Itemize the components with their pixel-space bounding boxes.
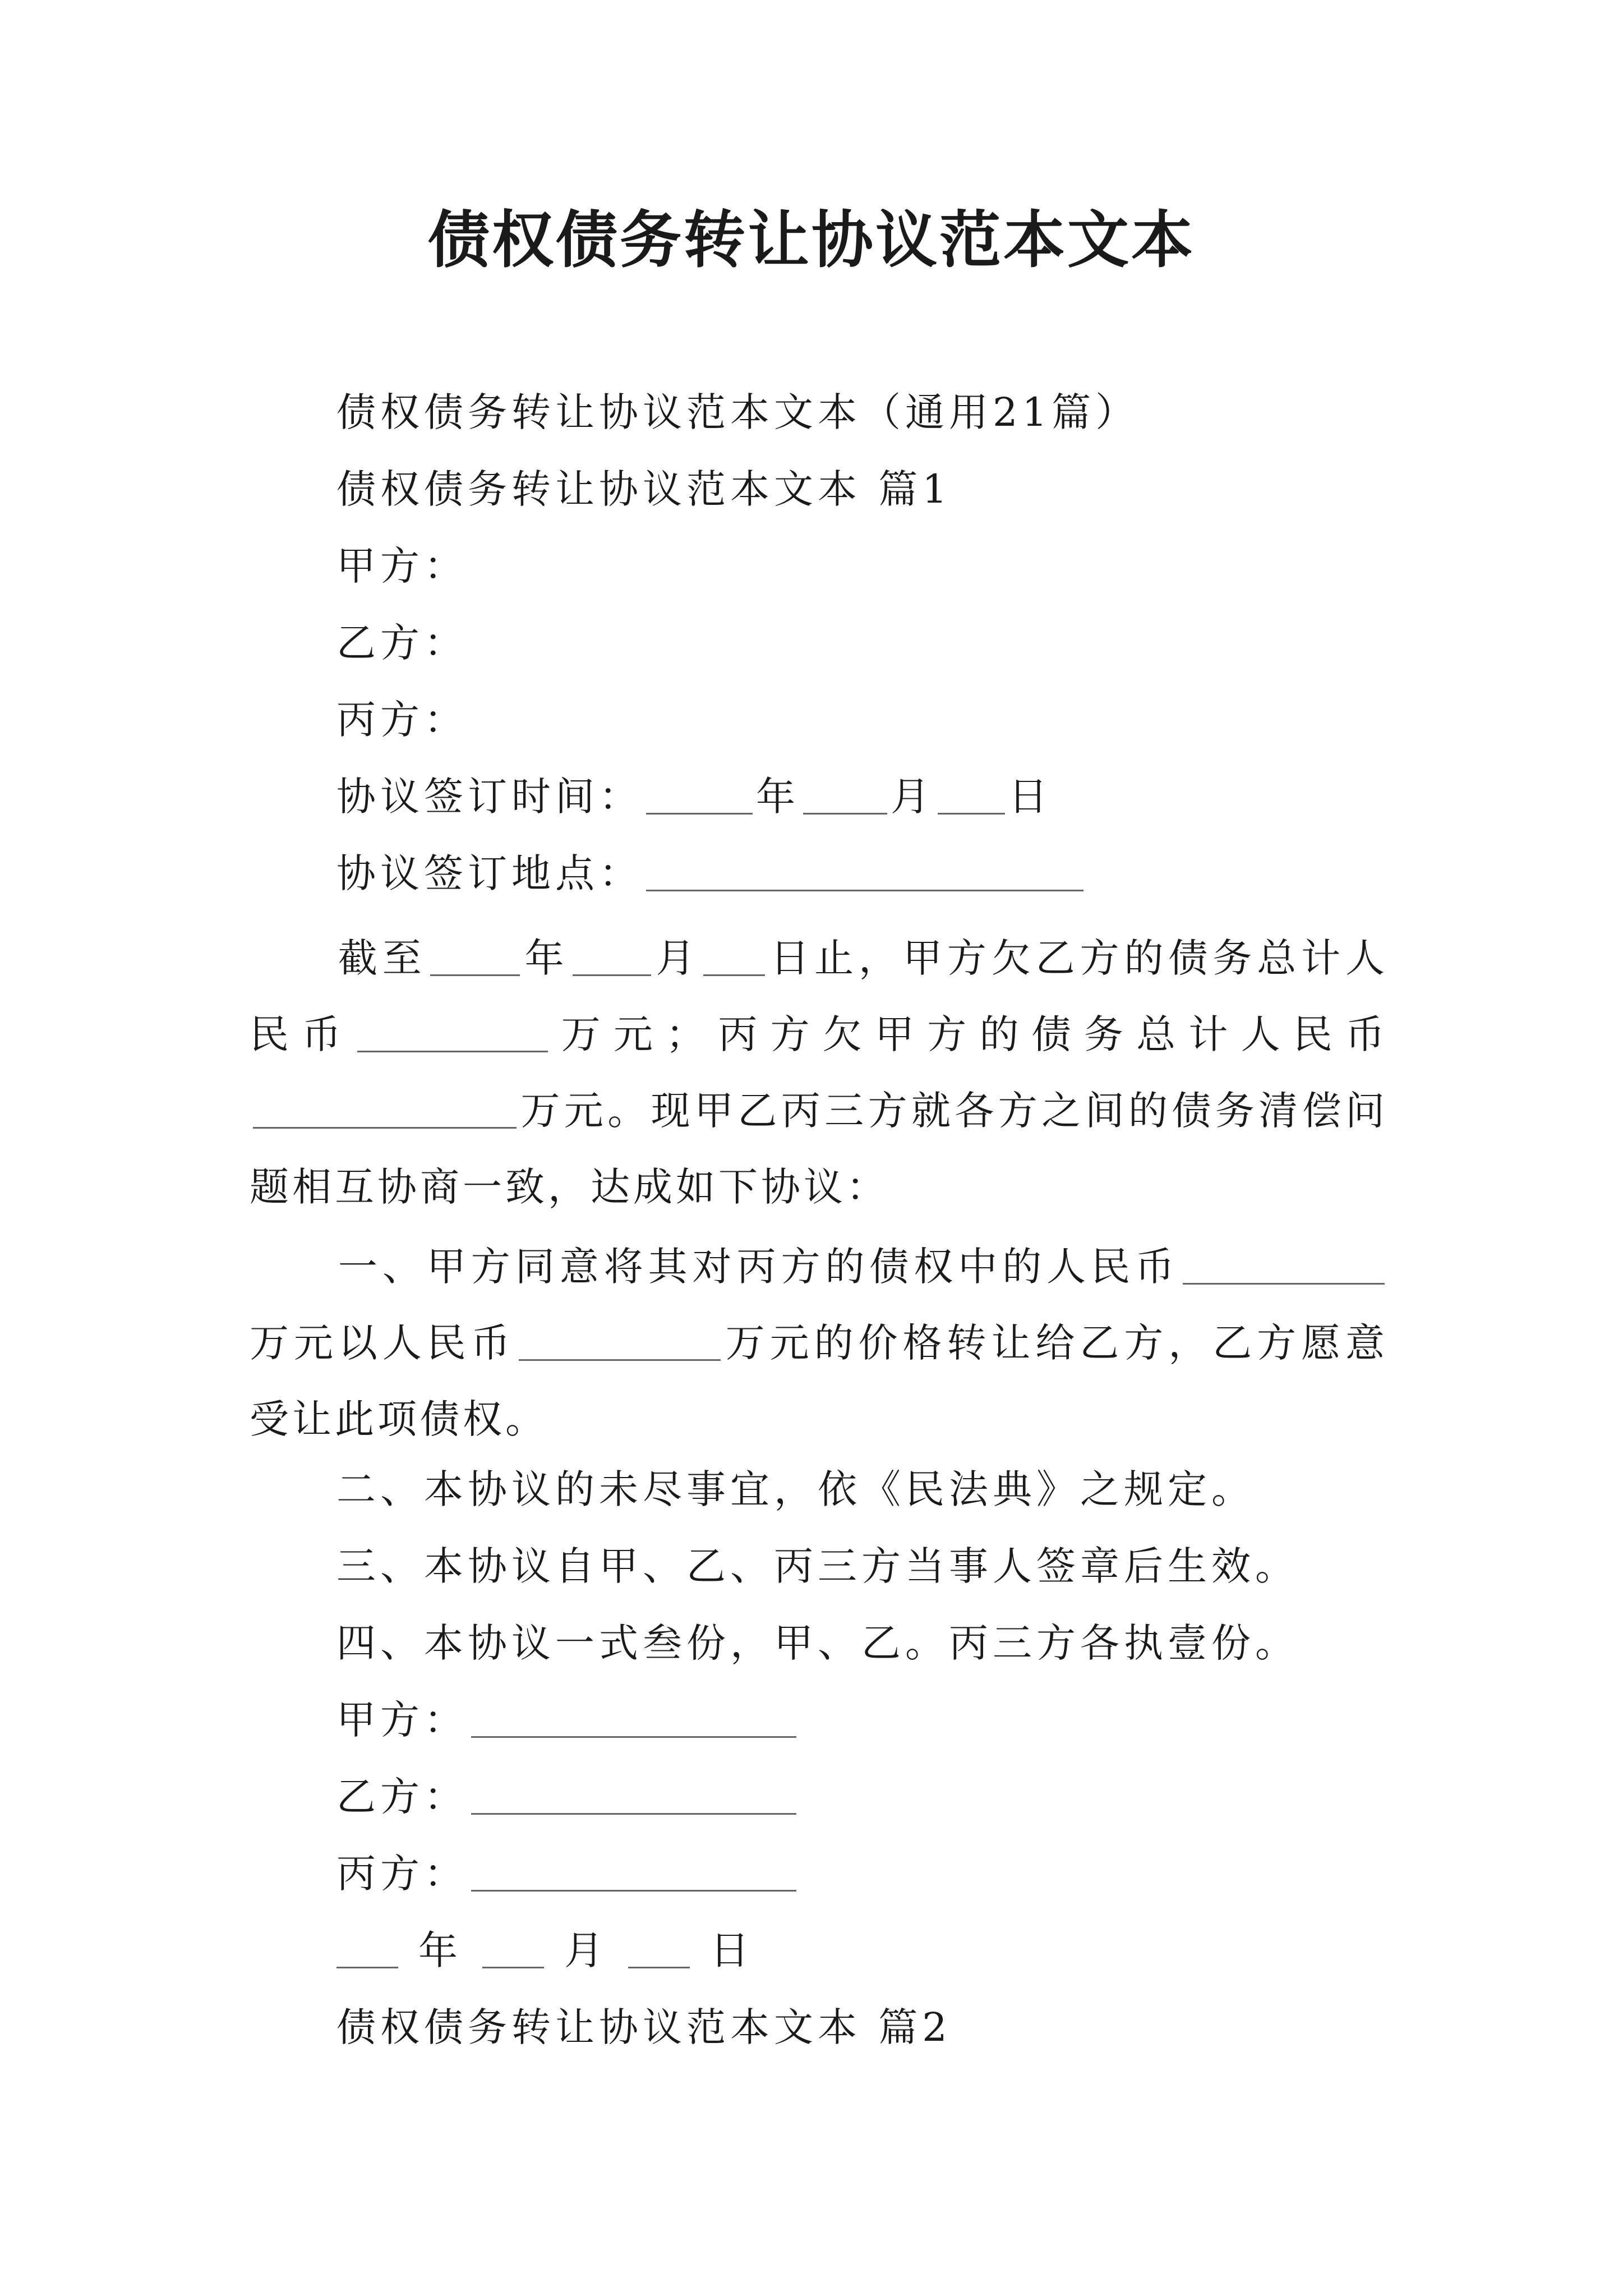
blank-place	[646, 850, 1083, 891]
sign-time-row	[336, 771, 1052, 822]
blank-month	[482, 1927, 544, 1968]
blank-day	[628, 1927, 690, 1968]
sign-time-label: 协议签订时间：	[336, 774, 643, 820]
section-heading-1: 债权债务转让协议范本文本 篇1	[336, 466, 952, 512]
signature-b-blank	[471, 1774, 796, 1815]
signature-b-label: 乙方：	[336, 1774, 468, 1820]
blank-day	[938, 774, 1005, 815]
signature-c-row	[336, 1848, 800, 1899]
signature-a-row	[336, 1695, 800, 1745]
debt-statement-paragraph: 截至 年 月 日止，甲方欠乙方的债务总计人民币 万元；丙方欠甲方的债务总计人民币万元。现甲乙丙三方就各方之间的债务清偿问题相互协商一致，达成如下协议：	[250, 935, 1389, 1210]
year-label: 年	[418, 1927, 462, 1973]
sign-place-row	[336, 848, 1087, 899]
blank-amount-1	[357, 1011, 548, 1052]
blank-year	[430, 935, 520, 976]
blank-day	[703, 935, 765, 976]
party-a-label: 甲方：	[336, 543, 468, 589]
signature-c-label: 丙方：	[336, 1851, 468, 1897]
clause-4: 四、本协议一式叁份，甲、乙。丙三方各执壹份。	[336, 1620, 1299, 1666]
blank-month	[803, 774, 887, 815]
signature-b-row	[336, 1772, 800, 1822]
blank-amount-3	[1183, 1244, 1385, 1285]
year-label: 年	[756, 774, 800, 820]
section-heading-2: 债权债务转让协议范本文本 篇2	[336, 2004, 952, 2050]
sign-place-label: 协议签订地点：	[336, 850, 643, 896]
party-c-label: 丙方：	[336, 697, 468, 743]
party-b-label: 乙方：	[336, 620, 468, 666]
blank-year	[336, 1927, 398, 1968]
day-label: 日	[710, 1927, 754, 1973]
clause-2: 二、本协议的未尽事宜，依《民法典》之规定。	[336, 1466, 1255, 1512]
signature-a-blank	[471, 1697, 796, 1738]
signature-c-blank	[471, 1851, 796, 1892]
clause-1-paragraph: 一、甲方同意将其对丙方的债权中的人民币万元以人民币 万元的价格转让给乙方，乙方愿意受让此项债权。	[250, 1244, 1389, 1442]
blank-amount-4	[519, 1320, 721, 1361]
day-label: 日	[1008, 774, 1052, 820]
signature-date-row	[336, 1925, 771, 1976]
month-label: 月	[564, 1927, 608, 1973]
month-label: 月	[891, 774, 934, 820]
blank-month	[573, 935, 651, 976]
document-title: 债权债务转让协议范本文本	[428, 204, 1195, 276]
signature-a-label: 甲方：	[336, 1697, 468, 1743]
clause-3: 三、本协议自甲、乙、丙三方当事人签章后生效。	[336, 1543, 1299, 1589]
blank-year	[646, 774, 753, 815]
blank-amount-2	[253, 1088, 517, 1129]
document-subtitle: 债权债务转让协议范本文本（通用21篇）	[336, 389, 1140, 435]
